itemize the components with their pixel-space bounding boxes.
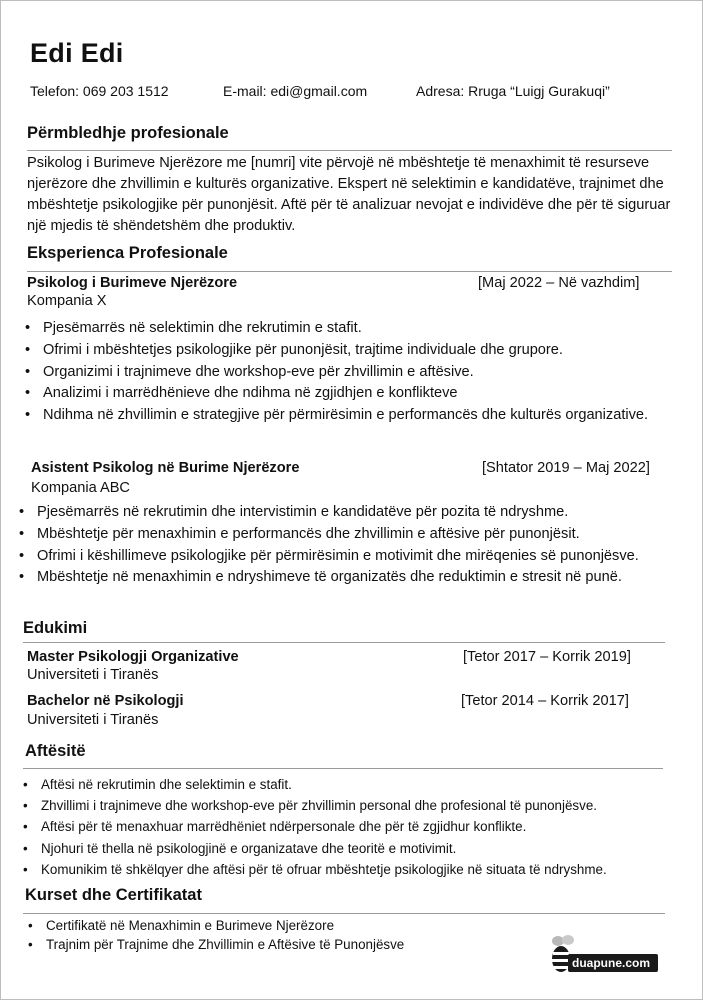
- job-title: Asistent Psikolog në Burime Njerëzore: [31, 460, 300, 476]
- job-title: Psikolog i Burimeve Njerëzore: [27, 275, 238, 291]
- skills-list: [23, 774, 693, 880]
- candidate-name: Edi Edi: [30, 38, 124, 68]
- list-item: • Pjesëmarrës në rekrutimin dhe intervistimin e kandidatëve për pozita të ndryshme.: [19, 502, 701, 524]
- list-item: • Analizimi i marrëdhënieve dhe ndihma në zgjidhjen e konfliktеve: [25, 383, 665, 405]
- list-item: • Trajnim për Trajnime dhe Zhvillimin e Aftësive të Punonjësve: [28, 936, 528, 955]
- contact-phone: Telefon: 069 203 1512: [30, 83, 169, 99]
- skills-heading: Aftësitë: [25, 742, 86, 760]
- education-heading: Edukimi: [23, 619, 88, 637]
- job-date: [Shtator 2019 – Maj 2022]: [482, 460, 650, 476]
- job-company: Kompania ABC: [31, 480, 130, 496]
- list-item: • Aftësi në rekrutimin dhe selektimin e stafit.: [23, 774, 693, 795]
- contact-address: Adresa: Rruga “Luigj Gurakuqi”: [416, 83, 610, 99]
- courses-heading: Kurset dhe Certifikatat: [25, 886, 202, 904]
- job-date: [Maj 2022 – Në vazhdim]: [478, 275, 640, 291]
- school-name: Universiteti i Tiranës: [27, 712, 159, 728]
- skills-divider: [23, 768, 663, 769]
- list-item: • Mbështetje për menaxhimin e performancës dhe zhvillimin e aftësive për punonjësit.: [19, 524, 701, 546]
- list-item: • Njohuri të thella në psikologjinë e organizatave dhe teoritë e motivimit.: [23, 838, 693, 859]
- degree-title: Master Psikologji Organizative: [27, 649, 239, 665]
- list-item: • Zhvillimi i trajnimeve dhe workshop-eve për zhvillimin personal dhe profesional të punonjësve.: [23, 795, 693, 816]
- job-bullets: [25, 318, 665, 427]
- list-item: • Organizimi i trajnimeve dhe workshop-eve për zhvillimin e aftësive.: [25, 362, 665, 384]
- list-item: • Mbështetje në menaxhimin e ndryshimeve të organizatës dhe reduktimin e stresit në punë.: [19, 567, 701, 589]
- list-item: • Ofrimi i mbështetjes psikologjike për punonjësit, trajtime individuale dhe grupore.: [25, 340, 665, 362]
- contact-email: E-mail: edi@gmail.com: [223, 83, 368, 99]
- courses-divider: [23, 913, 665, 914]
- degree-title: Bachelor në Psikologji: [27, 693, 184, 709]
- job-company: Kompania X: [27, 293, 107, 309]
- list-item: • Pjesëmarrës në selektimin dhe rekrutimin e stafit.: [25, 318, 665, 340]
- summary-divider: [27, 150, 672, 151]
- list-item: • Ndihma në zhvillimin e strategjive për përmirësimin e performancës dhe kulturës organizative.: [25, 405, 665, 427]
- school-name: Universiteti i Tiranës: [27, 667, 159, 683]
- summary-heading: Përmbledhje profesionale: [27, 124, 229, 142]
- job-bullets: [19, 502, 701, 589]
- list-item: • Ofrimi i këshillimeve psikologjike për përmirësimin e motivimit dhe mirëqenies së punonjësve.: [19, 546, 701, 568]
- list-item: • Certifikatë në Menaxhimin e Burimeve Njerëzore: [28, 917, 528, 936]
- degree-date: [Tetor 2014 – Korrik 2017]: [461, 693, 629, 709]
- list-item: • Aftësi për të menaxhuar marrëdhëniet ndërpersonale dhe për të zgjidhur konflikte.: [23, 816, 693, 837]
- summary-text: Psikolog i Burimeve Njerëzore me [numri] vite përvojë në mbështetje të menaxhimit të resurseve njerëzore dhe zhvillimin e kulturës organizative. Ekspert në selektimin e kandidatëve, trajnimet dhe mbështetje psikologjike për punonjësit. Aftë për të analizuar nevojat e individëve dhe për të siguruar një mjedis të shëndetshëm dhe produktiv.: [27, 155, 671, 234]
- degree-date: [Tetor 2017 – Korrik 2019]: [463, 649, 631, 665]
- education-divider: [23, 642, 665, 643]
- courses-list: [28, 917, 528, 954]
- experience-heading: Eksperienca Profesionale: [27, 244, 228, 262]
- list-item: • Komunikim të shkëlqyer dhe aftësi për të ofruar mbështetje psikologjike në situata të ndryshme.: [23, 859, 693, 880]
- duapune-logo-text: duapune.com: [568, 954, 658, 972]
- experience-divider: [27, 271, 672, 272]
